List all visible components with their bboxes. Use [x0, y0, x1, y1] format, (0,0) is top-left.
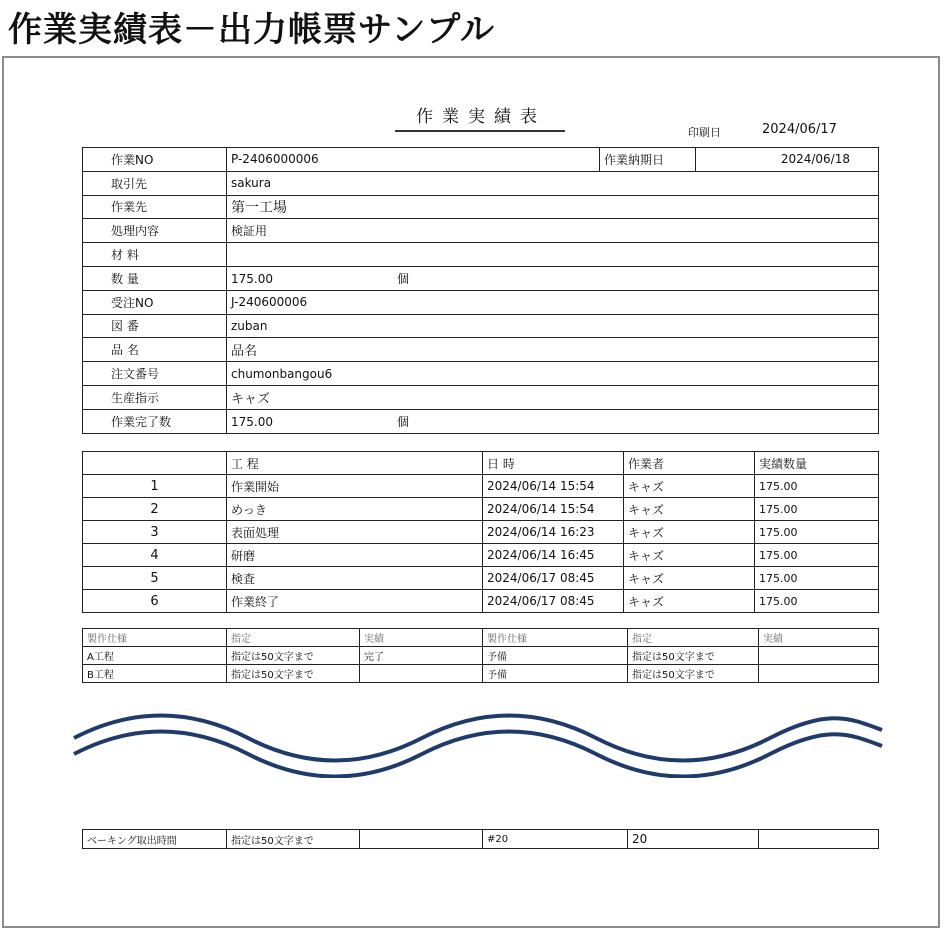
- table-cell: [759, 830, 879, 849]
- field-label: 注文番号: [83, 362, 227, 386]
- process-worker: キャズ: [624, 544, 755, 567]
- table-cell: 指定は50文字まで: [227, 647, 360, 665]
- column-header: [83, 452, 227, 475]
- table-row: [83, 266, 879, 290]
- table-header-row: [83, 452, 879, 475]
- column-header: 実績: [759, 629, 879, 647]
- table-cell: 指定は50文字まで: [227, 665, 360, 683]
- table-row: [83, 521, 879, 544]
- table-cell: [759, 647, 879, 665]
- work-no-label: 作業NO: [83, 148, 227, 172]
- table-row: [83, 171, 879, 195]
- field-label: 作業先: [83, 195, 227, 219]
- completed-quantity-unit: 個: [397, 414, 410, 429]
- table-cell: B工程: [83, 665, 227, 683]
- row-number: 1: [83, 475, 227, 498]
- field-label: 生産指示: [83, 385, 227, 409]
- process-quantity: 175.00: [755, 590, 879, 613]
- page-heading: 作業実績表－出力帳票サンプル: [8, 10, 495, 50]
- table-row: [83, 290, 879, 314]
- spec-table: [82, 628, 879, 683]
- process-worker: キャズ: [624, 498, 755, 521]
- column-header: 指定: [628, 629, 759, 647]
- table-cell: A工程: [83, 647, 227, 665]
- quantity-unit: 個: [397, 271, 410, 286]
- process-datetime: 2024/06/17 08:45: [483, 590, 624, 613]
- table-row: [83, 385, 879, 409]
- table-row: [83, 195, 879, 219]
- process-worker: キャズ: [624, 521, 755, 544]
- column-header: 製作仕様: [83, 629, 227, 647]
- field-value: [227, 243, 879, 267]
- process-quantity: 175.00: [755, 567, 879, 590]
- column-header: 工 程: [227, 452, 483, 475]
- table-row: [83, 148, 879, 172]
- document-title: 作業実績表: [416, 107, 546, 127]
- process-worker: キャズ: [624, 475, 755, 498]
- process-datetime: 2024/06/14 16:23: [483, 521, 624, 544]
- table-row: [83, 409, 879, 433]
- process-datetime: 2024/06/17 08:45: [483, 567, 624, 590]
- process-step: 検査: [227, 567, 483, 590]
- table-row: [83, 830, 879, 849]
- field-label: 数 量: [83, 266, 227, 290]
- table-row: [83, 590, 879, 613]
- process-quantity: 175.00: [755, 498, 879, 521]
- table-row: [83, 314, 879, 338]
- table-cell: [759, 665, 879, 683]
- process-step: 作業開始: [227, 475, 483, 498]
- table-row: [83, 567, 879, 590]
- work-info-table: [82, 147, 879, 434]
- spec-last-row-table: [82, 829, 879, 849]
- table-header-row: [83, 629, 879, 647]
- column-header: 製作仕様: [483, 629, 628, 647]
- table-cell: [360, 830, 483, 849]
- table-row: [83, 647, 879, 665]
- process-step: めっき: [227, 498, 483, 521]
- field-value: 品名: [227, 338, 879, 362]
- field-value: 第一工場: [227, 195, 879, 219]
- table-row: [83, 362, 879, 386]
- process-quantity: 175.00: [755, 544, 879, 567]
- field-label: 図 番: [83, 314, 227, 338]
- process-quantity: 175.00: [755, 475, 879, 498]
- field-value: [227, 409, 879, 433]
- omission-wave: [70, 708, 886, 778]
- table-row: [83, 665, 879, 683]
- field-value: 検証用: [227, 219, 879, 243]
- table-cell: #20: [483, 830, 628, 849]
- due-date-label: 作業納期日: [600, 148, 696, 172]
- field-label: 受注NO: [83, 290, 227, 314]
- field-value: J-240600006: [227, 290, 879, 314]
- table-cell: [360, 665, 483, 683]
- table-cell: ベーキング取出時間: [83, 830, 227, 849]
- column-header: 日 時: [483, 452, 624, 475]
- table-cell: 指定は50文字まで: [628, 647, 759, 665]
- process-datetime: 2024/06/14 15:54: [483, 475, 624, 498]
- blank-cell: [395, 148, 600, 172]
- process-quantity: 175.00: [755, 521, 879, 544]
- field-label: 取引先: [83, 171, 227, 195]
- field-label: 材 料: [83, 243, 227, 267]
- process-datetime: 2024/06/14 16:45: [483, 544, 624, 567]
- row-number: 3: [83, 521, 227, 544]
- field-label: 作業完了数: [83, 409, 227, 433]
- field-value: chumonbangou6: [227, 362, 879, 386]
- work-no-value: P-2406000006: [227, 148, 395, 172]
- process-datetime: 2024/06/14 15:54: [483, 498, 624, 521]
- process-worker: キャズ: [624, 590, 755, 613]
- row-number: 6: [83, 590, 227, 613]
- field-value: [227, 266, 879, 290]
- row-number: 2: [83, 498, 227, 521]
- row-number: 5: [83, 567, 227, 590]
- table-row: [83, 243, 879, 267]
- due-date-value: 2024/06/18: [696, 148, 879, 172]
- table-row: [83, 219, 879, 243]
- quantity-value: 175.00: [231, 271, 273, 286]
- completed-quantity-value: 175.00: [231, 414, 273, 429]
- table-cell: 指定は50文字まで: [628, 665, 759, 683]
- row-number: 4: [83, 544, 227, 567]
- table-cell: 指定は50文字まで: [227, 830, 360, 849]
- table-cell: 20: [628, 830, 759, 849]
- table-row: [83, 338, 879, 362]
- table-cell: 予備: [483, 665, 628, 683]
- field-label: 処理内容: [83, 219, 227, 243]
- process-worker: キャズ: [624, 567, 755, 590]
- table-row: [83, 475, 879, 498]
- field-value: zuban: [227, 314, 879, 338]
- field-value: sakura: [227, 171, 879, 195]
- table-row: [83, 498, 879, 521]
- print-date-value: 2024/06/17: [762, 122, 837, 137]
- process-table: [82, 451, 879, 613]
- title-underline: [395, 130, 565, 132]
- column-header: 実績数量: [755, 452, 879, 475]
- column-header: 実績: [360, 629, 483, 647]
- process-step: 作業終了: [227, 590, 483, 613]
- process-step: 表面処理: [227, 521, 483, 544]
- table-row: [83, 544, 879, 567]
- field-value: キャズ: [227, 385, 879, 409]
- process-step: 研磨: [227, 544, 483, 567]
- column-header: 作業者: [624, 452, 755, 475]
- field-label: 品 名: [83, 338, 227, 362]
- column-header: 指定: [227, 629, 360, 647]
- table-cell: 予備: [483, 647, 628, 665]
- print-date-label: 印刷日: [688, 126, 721, 139]
- table-cell: 完了: [360, 647, 483, 665]
